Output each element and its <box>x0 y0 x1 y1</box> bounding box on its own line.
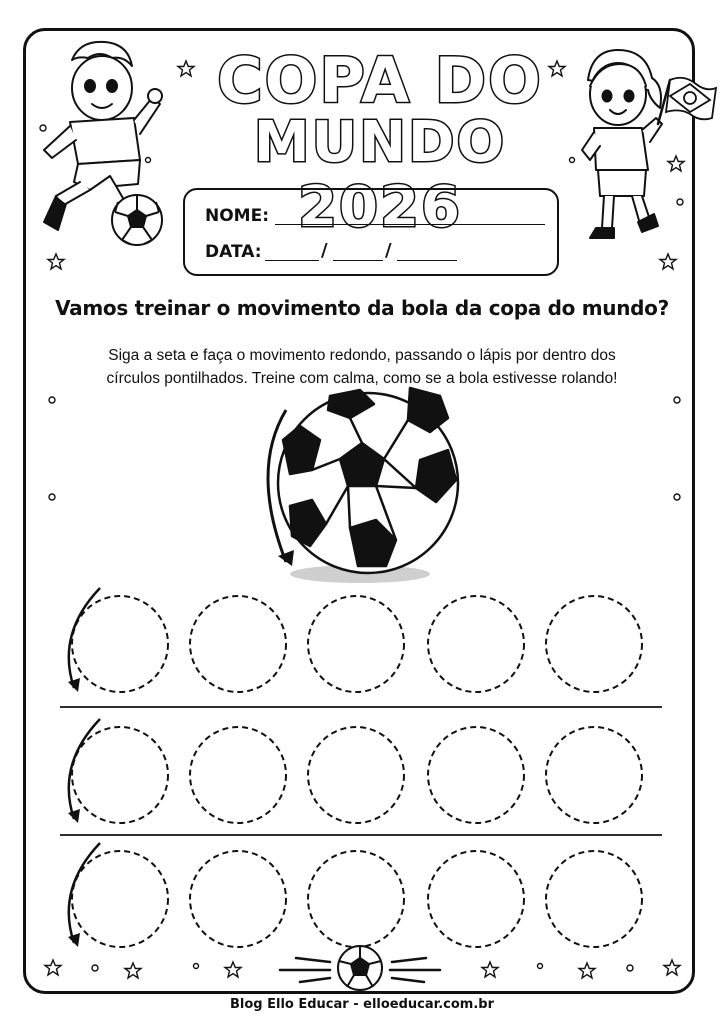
instructions-line2: círculos pontilhados. Treine com calma, como se a bola estivesse rolando! <box>106 370 618 387</box>
activity-heading: Vamos treinar o movimento da bola da copa do mundo? <box>55 296 669 320</box>
nome-label: NOME: <box>205 206 270 226</box>
data-label: DATA: <box>205 242 262 262</box>
instructions-line1: Siga a seta e faça o movimento redondo, passando o lápis por dentro dos <box>108 347 616 364</box>
date-slash: / <box>385 240 392 261</box>
page-title-line2: MUNDO 2026 <box>253 110 507 240</box>
page-title-line1: COPA DO <box>217 44 543 117</box>
date-slash: / <box>321 240 328 261</box>
footer-credit: Blog Ello Educar - elloeducar.com.br <box>229 997 494 1012</box>
